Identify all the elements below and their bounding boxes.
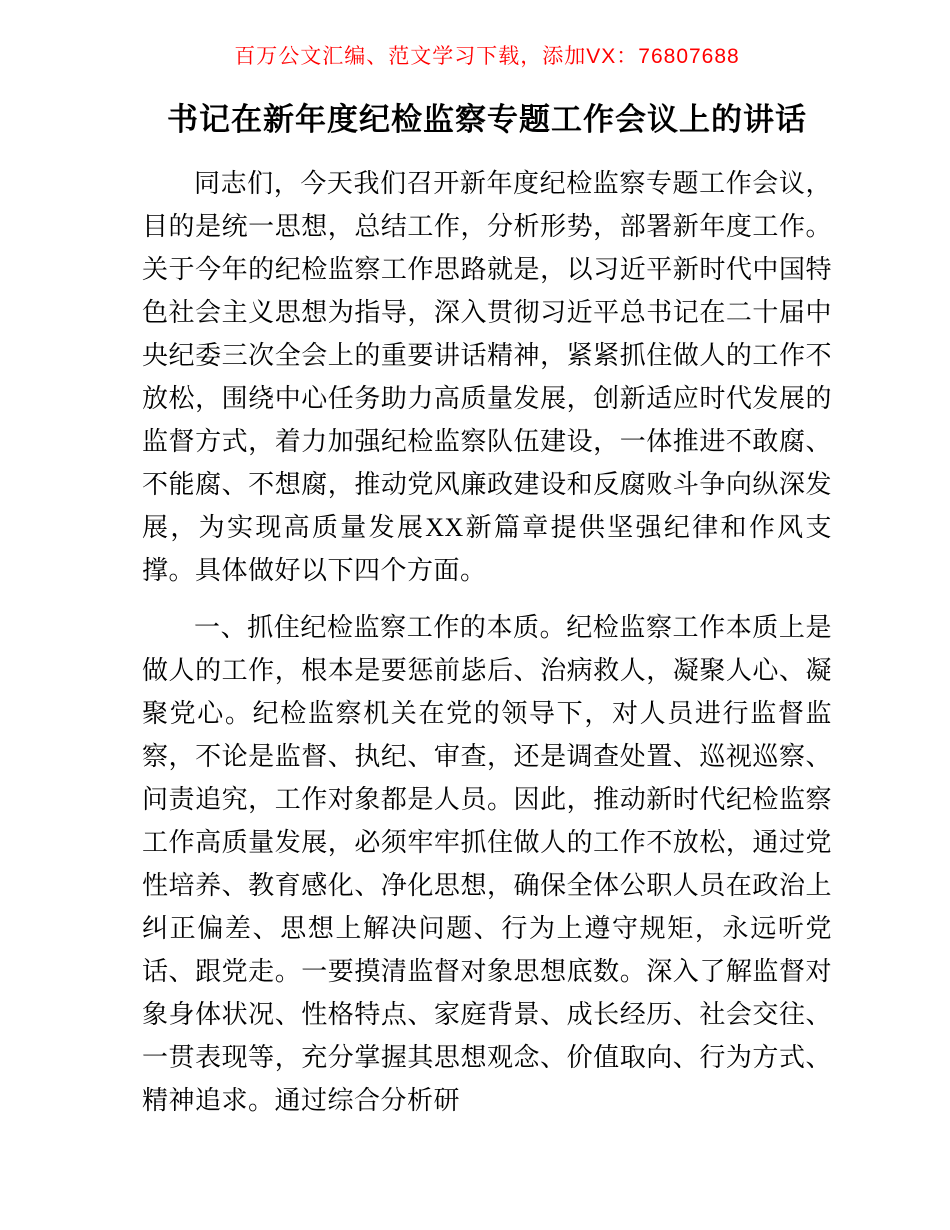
header-notice: 百万公文汇编、范文学习下载，添加VX：76807688	[234, 45, 740, 68]
document-body	[142, 162, 832, 1122]
paragraph: 同志们，今天我们召开新年度纪检监察专题工作会议，目的是统一思想，总结工作，分析形势，部署新年度工作。关于今年的纪检监察工作思路就是，以习近平新时代中国特色社会主义思想为指导，深入贯彻习近平总书记在二十届中央纪委三次全会上的重要讲话精神，紧紧抓住做人的工作不放松，围绕中心任务助力高质量发展，创新适应时代发展的监督方式，着力加强纪检监察队伍建设，一体推进不敢腐、不能腐、不想腐，推动党风廉政建设和反腐败斗争向纵深发展，为实现高质量发展XX新篇章提供坚强纪律和作风支撑。具体做好以下四个方面。	[142, 169, 832, 585]
paragraph: 一、抓住纪检监察工作的本质。纪检监察工作本质上是做人的工作，根本是要惩前毖后、治病救人，凝聚人心、凝聚党心。纪检监察机关在党的领导下，对人员进行监督监察，不论是监督、执纪、审查，还是调查处置、巡视巡察、问责追究，工作对象都是人员。因此，推动新时代纪检监察工作高质量发展，必须牢牢抓住做人的工作不放松，通过党性培养、教育感化、净化思想，确保全体公职人员在政治上纠正偏差、思想上解决问题、行为上遵守规矩，永远听党话、跟党走。一要摸清监督对象思想底数。深入了解监督对象身体状况、性格特点、家庭背景、成长经历、社会交往、一贯表现等，充分掌握其思想观念、价值取向、行为方式、精神追求。通过综合分析研	[142, 613, 832, 1115]
page-title: 书记在新年度纪检监察专题工作会议上的讲话	[167, 102, 807, 137]
